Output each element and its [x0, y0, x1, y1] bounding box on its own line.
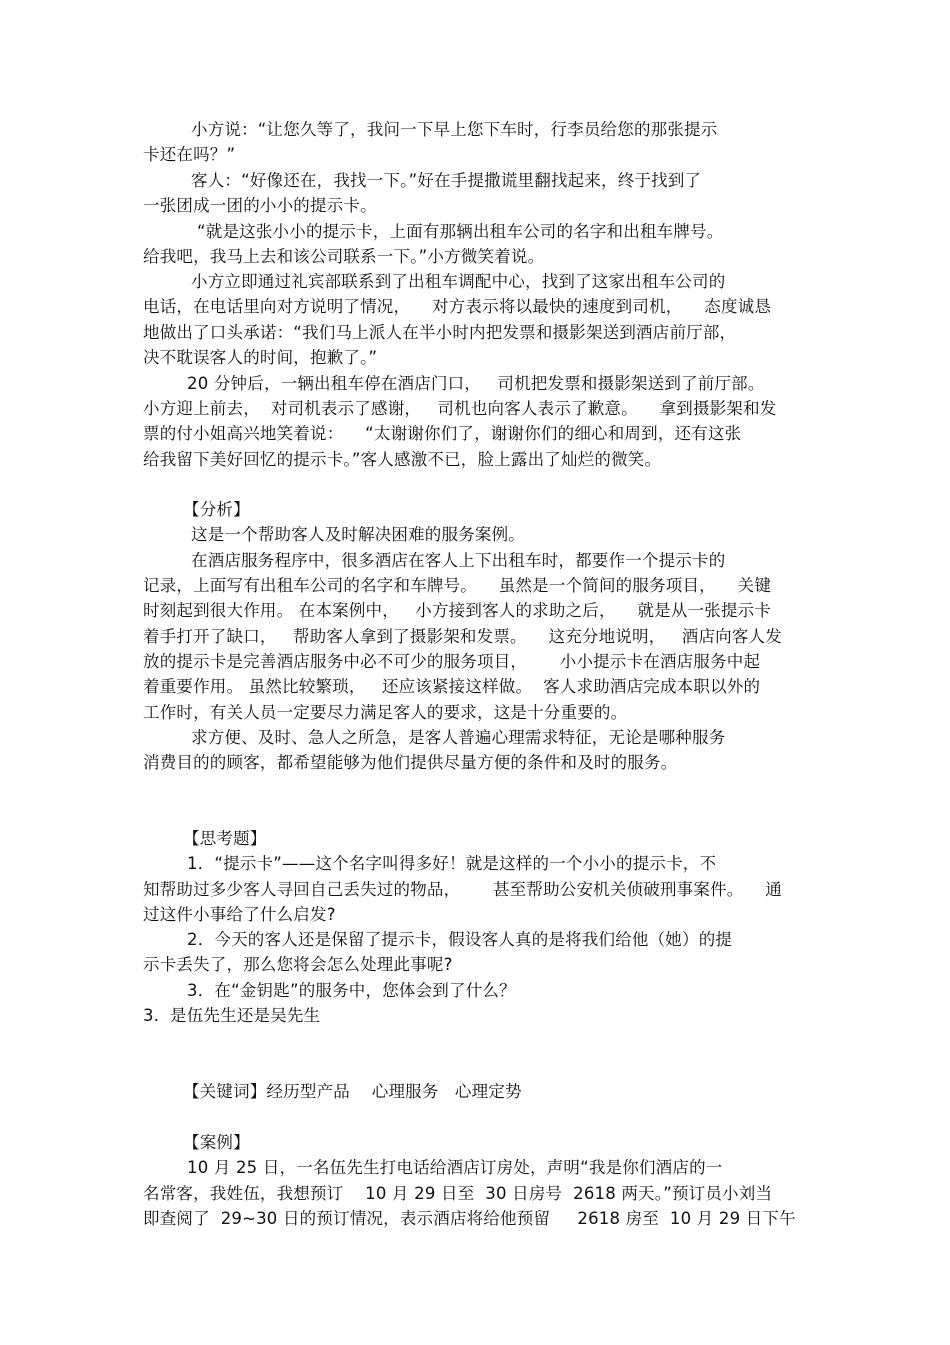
- text-line: 这是一个帮助客人及时解决困难的服务案例。: [191, 525, 525, 544]
- text-line: 求方便、及时、急人之所急，是客人普遍心理需求特征，无论是哪种服务: [191, 728, 726, 747]
- text-line: 客人：“好像还在，我找一下。”好在手提撒谎里翻找起来，终于找到了: [191, 171, 702, 190]
- text-line: 10 月 25 日，一名伍先生打电话给酒店订房处，声明“我是你们酒店的一: [187, 1158, 723, 1177]
- text-line: 地做出了口头承诺：“我们马上派人在半小时内把发票和摄影架送到酒店前厅部，: [143, 323, 737, 342]
- text-line: 票的付小姐高兴地笑着说： “太谢谢你们了，谢谢你们的细心和周到，还有这张: [143, 424, 742, 443]
- text-line: 消费目的的顾客，都希望能够为他们提供尽量方便的条件和及时的服务。: [143, 753, 678, 772]
- text-line: 在酒店服务程序中，很多酒店在客人上下出租车时，都要作一个提示卡的: [191, 551, 726, 570]
- text-line: 知帮助过多少客人寻回自己丢失过的物品， 甚至帮助公安机关侦破刑事案件。 通: [143, 880, 782, 899]
- text-line: 一张团成一团的小小的提示卡。: [143, 196, 377, 215]
- text-line: 给我吧，我马上去和该公司联系一下。”小方微笑着说。: [143, 247, 545, 266]
- text-line: 时刻起到很大作用。 在本案例中， 小方接到客人的求助之后， 就是从一张提示卡: [143, 601, 772, 620]
- section-heading: 【分析】: [183, 500, 250, 519]
- text-line: 3．在“金钥匙”的服务中，您体会到了什么？: [187, 981, 516, 1000]
- text-line: 20 分钟后，一辆出租车停在酒店门口， 司机把发票和摄影架送到了前厅部。: [187, 374, 765, 393]
- text-line: 即查阅了 29~30 日的预订情况，表示酒店将给他预留 2618 房至 10 月 29 日下午: [143, 1209, 796, 1228]
- text-line: “就是这张小小的提示卡，上面有那辆出租车公司的名字和出租车牌号。: [197, 222, 724, 241]
- text-line: 工作时，有关人员一定要尽力满足客人的要求，这是十分重要的。: [143, 703, 628, 722]
- text-line: 示卡丢失了，那么您将会怎么处理此事呢?: [143, 955, 453, 974]
- section-heading: 【思考题】: [183, 829, 267, 848]
- text-line: 卡还在吗？”: [143, 145, 236, 164]
- text-line: 给我留下美好回忆的提示卡。”客人感激不已，脸上露出了灿烂的微笑。: [143, 450, 662, 469]
- text-line: 小方迎上前去， 对司机表示了感谢， 司机也向客人表示了歉意。 拿到摄影架和发: [143, 399, 777, 418]
- text-line: 着重要作用。 虽然比较繁琐， 还应该紧接这样做。 客人求助酒店完成本职以外的: [143, 677, 761, 696]
- text-line: 过这件小事给了什么启发?: [143, 905, 336, 924]
- section-heading: 3. 是伍先生还是吴先生: [143, 1006, 321, 1025]
- text-line: 名常客，我姓伍，我想预订 10 月 29 日至 30 日房号 2618 两天。”预订员小刘当: [143, 1184, 773, 1203]
- text-line: 放的提示卡是完善酒店服务中必不可少的服务项目， 小小提示卡在酒店服务中起: [143, 652, 761, 671]
- text-line: 电话，在电话里向对方说明了情况， 对方表示将以最快的速度到司机， 态度诚恳: [143, 297, 772, 316]
- text-line: 2．今天的客人还是保留了提示卡，假设客人真的是将我们给他（她）的提: [187, 930, 733, 949]
- text-line: 决不耽误客人的时间，抱歉了。”: [143, 348, 378, 367]
- text-line: 小方说：“让您久等了，我问一下早上您下车时，行李员给您的那张提示: [191, 120, 718, 139]
- text-line: 小方立即通过礼宾部联系到了出租车调配中心，找到了这家出租车公司的: [191, 272, 726, 291]
- keywords-line: 【关键词】经历型产品 心理服务 心理定势: [183, 1082, 522, 1101]
- text-line: 1．“提示卡”——这个名字叫得多好！就是这样的一个小小的提示卡，不: [187, 854, 717, 873]
- text-line: 着手打开了缺口， 帮助客人拿到了摄影架和发票。 这充分地说明， 酒店向客人发: [143, 627, 782, 646]
- text-line: 记录，上面写有出租车公司的名字和车牌号。 虽然是一个简间的服务项目， 关键: [143, 576, 772, 595]
- section-heading: 【案例】: [183, 1133, 250, 1152]
